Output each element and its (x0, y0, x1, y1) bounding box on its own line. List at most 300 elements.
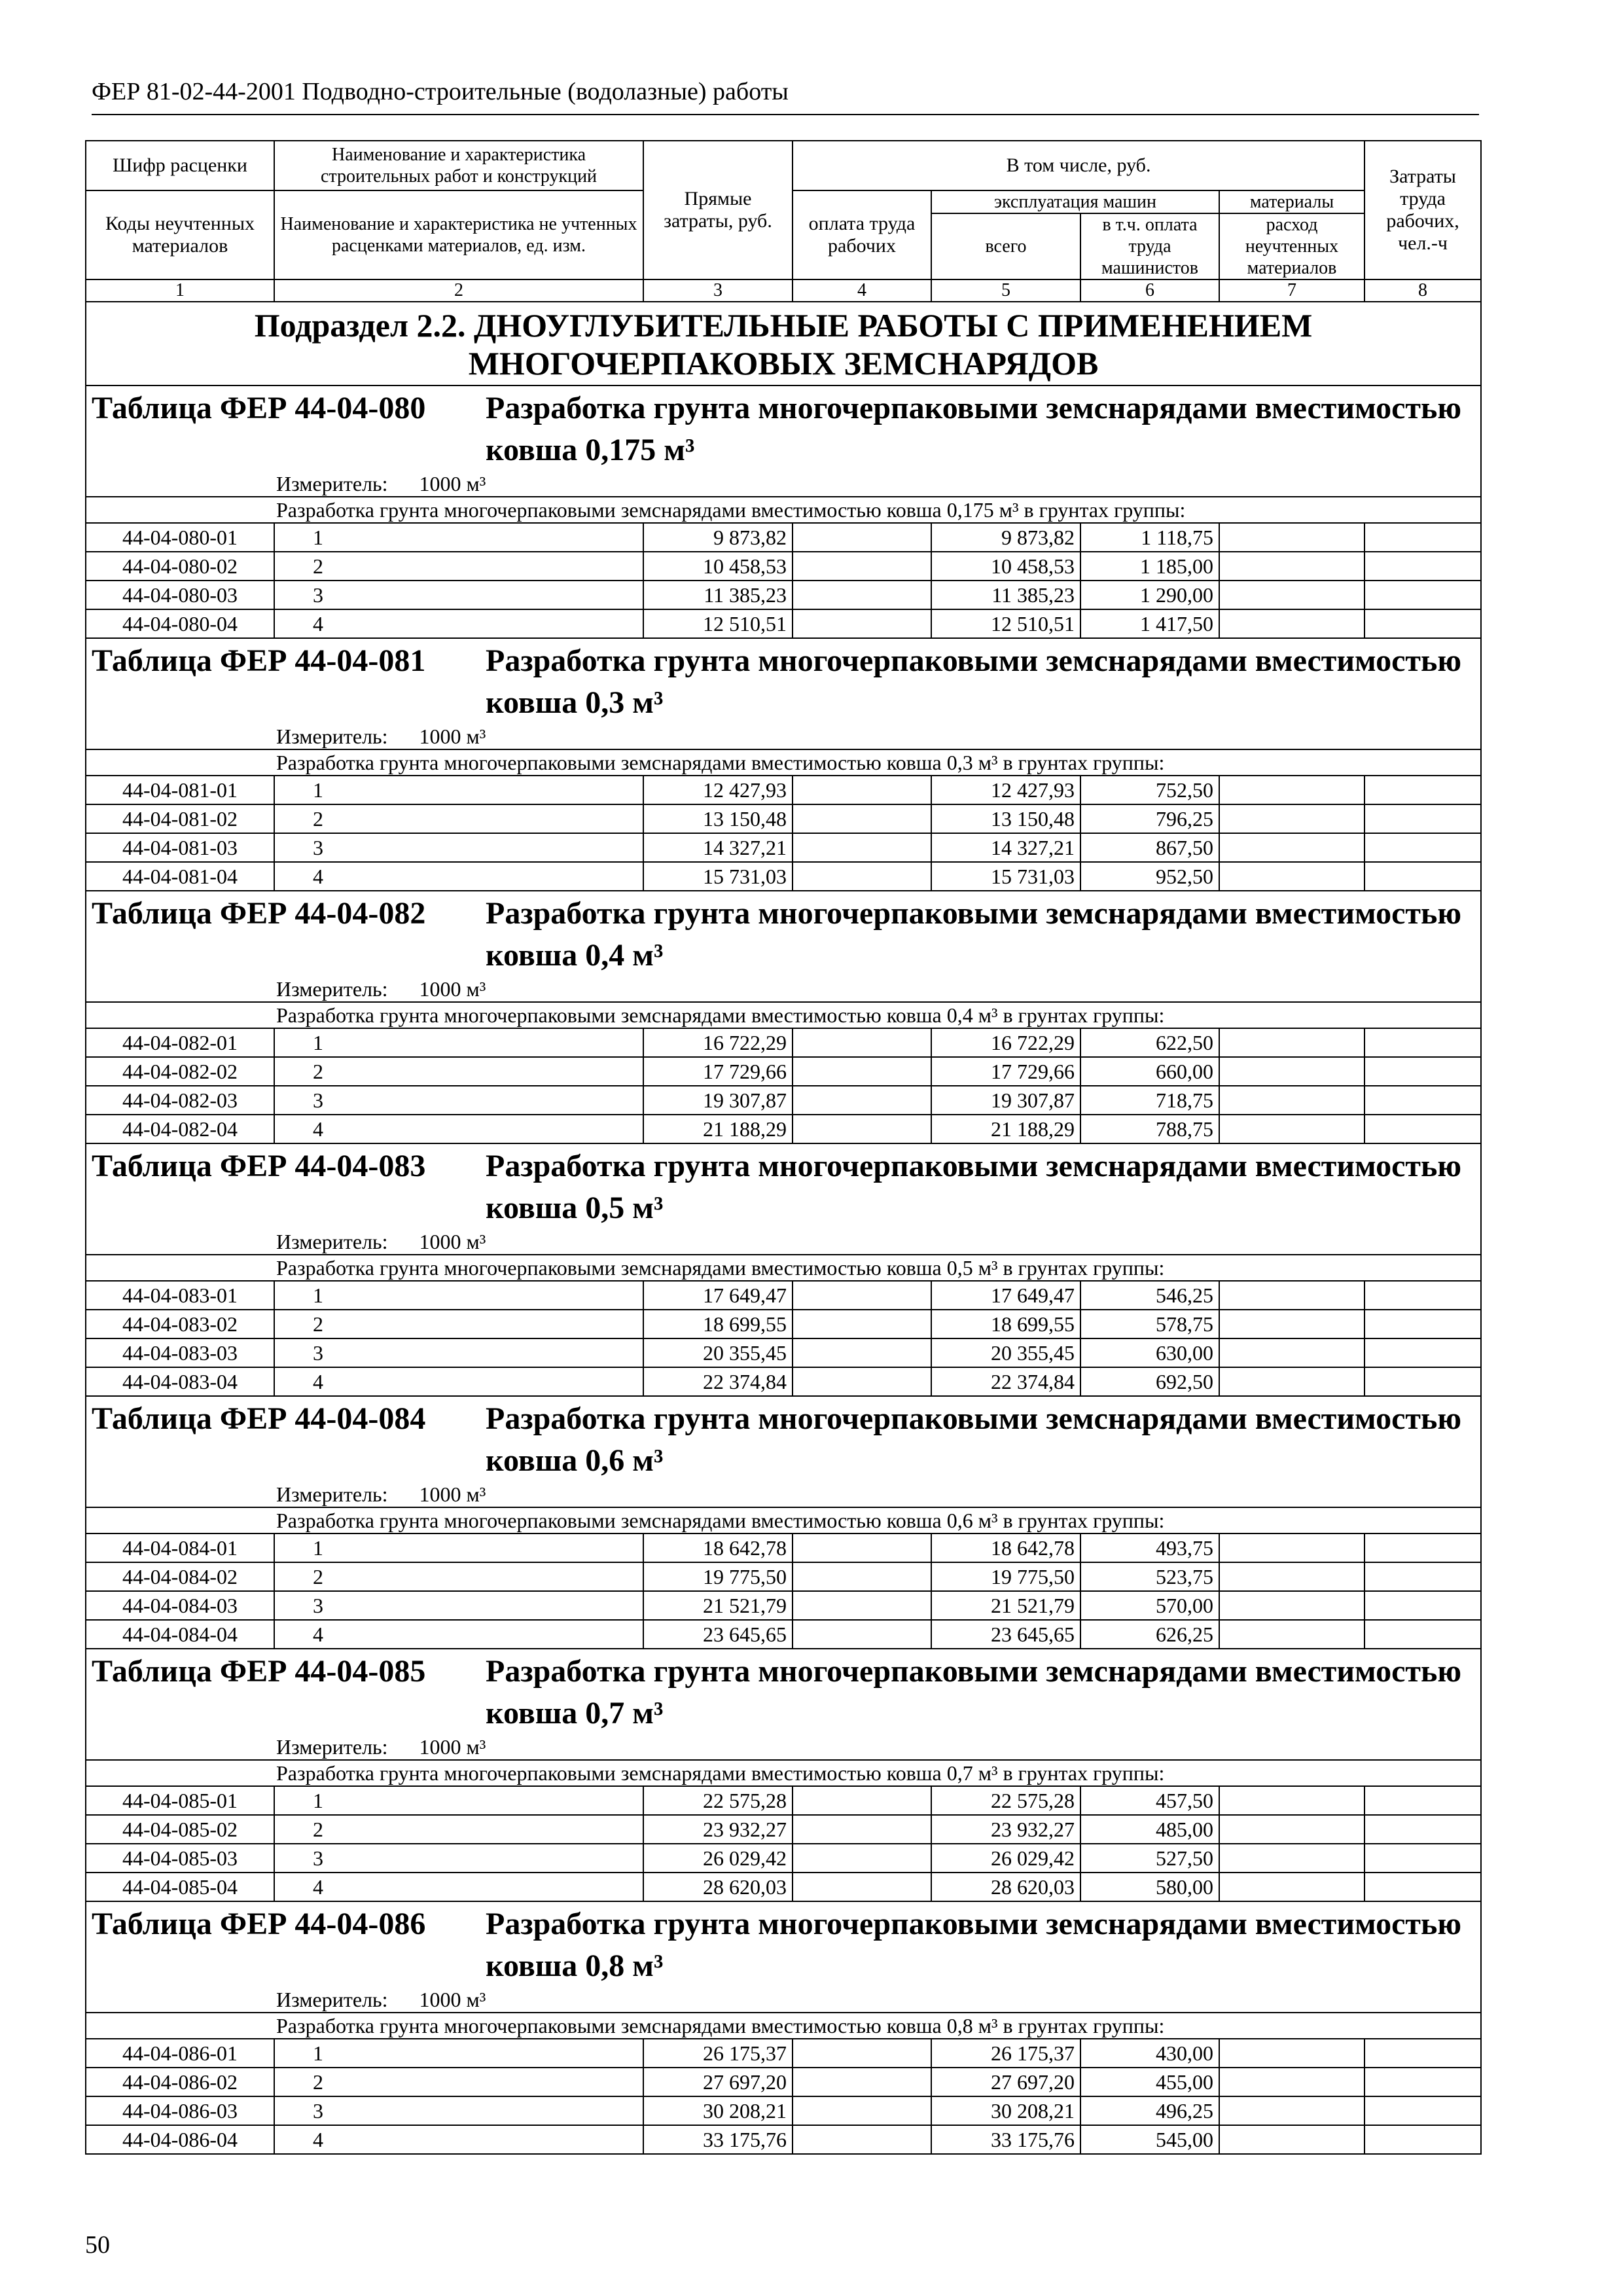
table-name: Разработка грунта многочерпаковыми земснарядами вместимостью ковша 0,7 м³ (486, 1654, 1462, 1731)
description-row (86, 1760, 1481, 1786)
labor-costs (1364, 776, 1481, 804)
table-title-row (86, 1396, 1481, 1482)
workers-pay (793, 2096, 931, 2125)
workers-pay (793, 1534, 931, 1562)
table-row (86, 2039, 1481, 2068)
table-title-row (86, 638, 1481, 724)
labor-costs (1364, 833, 1481, 862)
table-code: Таблица ФЕР 44-04-083 (92, 1149, 426, 1183)
material-consumption (1219, 1115, 1364, 1143)
direct-costs: 23 932,27 (643, 1815, 793, 1844)
table-name: Разработка грунта многочерпаковыми земснарядами вместимостью ковша 0,6 м³ (486, 1401, 1462, 1478)
header-direct-costs: Прямые затраты, руб. (643, 141, 793, 279)
table-row (86, 833, 1481, 862)
measure-cell (86, 977, 1481, 1002)
direct-costs: 15 731,03 (643, 862, 793, 891)
soil-group: 2 (274, 552, 643, 581)
work-description: Разработка грунта многочерпаковыми земснарядами вместимостью ковша 0,5 м³ в грунтах группы: (86, 1255, 1481, 1281)
rate-code: 44-04-084-01 (86, 1534, 274, 1562)
table-name: Разработка грунта многочерпаковыми земснарядами вместимостью ковша 0,175 м³ (486, 391, 1462, 467)
labor-costs (1364, 1310, 1481, 1338)
workers-pay (793, 1591, 931, 1620)
table-title (92, 1903, 1475, 1987)
measure-value: 1000 м³ (419, 1482, 486, 1506)
direct-costs: 16 722,29 (643, 1028, 793, 1057)
column-number: 3 (643, 279, 793, 302)
workers-pay (793, 862, 931, 891)
labor-costs (1364, 804, 1481, 833)
workers-pay (793, 1338, 931, 1367)
work-description: Разработка грунта многочерпаковыми земснарядами вместимостью ковша 0,7 м³ в грунтах группы: (86, 1760, 1481, 1786)
measure-row (86, 1229, 1481, 1255)
direct-costs: 22 374,84 (643, 1367, 793, 1396)
column-number: 8 (1364, 279, 1481, 302)
soil-group: 4 (274, 2125, 643, 2154)
soil-group: 3 (274, 1591, 643, 1620)
table-row (86, 552, 1481, 581)
table-row (86, 862, 1481, 891)
labor-costs (1364, 1873, 1481, 1901)
table-title-cell (86, 1396, 1481, 1482)
table-code: Таблица ФЕР 44-04-084 (92, 1401, 426, 1436)
labor-costs (1364, 1620, 1481, 1649)
rate-code: 44-04-083-02 (86, 1310, 274, 1338)
machines-total: 14 327,21 (931, 833, 1080, 862)
machinists-pay: 580,00 (1080, 1873, 1219, 1901)
table-title-cell (86, 1901, 1481, 1987)
direct-costs: 13 150,48 (643, 804, 793, 833)
machines-total: 27 697,20 (931, 2068, 1080, 2096)
machinists-pay: 660,00 (1080, 1057, 1219, 1086)
machines-total: 12 510,51 (931, 609, 1080, 638)
material-consumption (1219, 2068, 1364, 2096)
column-numbers-row (86, 279, 1481, 302)
rate-code: 44-04-084-03 (86, 1591, 274, 1620)
material-consumption (1219, 1367, 1364, 1396)
soil-group: 2 (274, 1310, 643, 1338)
table-title (92, 1145, 1475, 1229)
machines-total: 15 731,03 (931, 862, 1080, 891)
labor-costs (1364, 1028, 1481, 1057)
header-material-consumption: расход неучтенных материалов (1219, 213, 1364, 279)
machines-total: 22 575,28 (931, 1786, 1080, 1815)
labor-costs (1364, 1786, 1481, 1815)
rate-code: 44-04-085-01 (86, 1786, 274, 1815)
soil-group: 3 (274, 581, 643, 609)
material-consumption (1219, 1310, 1364, 1338)
machines-total: 23 645,65 (931, 1620, 1080, 1649)
machinists-pay: 630,00 (1080, 1338, 1219, 1367)
material-consumption (1219, 1281, 1364, 1310)
material-consumption (1219, 804, 1364, 833)
table-code: Таблица ФЕР 44-04-082 (92, 896, 426, 931)
measure-value: 1000 м³ (419, 977, 486, 1001)
measure-row (86, 1482, 1481, 1507)
labor-costs (1364, 1367, 1481, 1396)
workers-pay (793, 1310, 931, 1338)
labor-costs (1364, 609, 1481, 638)
direct-costs: 27 697,20 (643, 2068, 793, 2096)
table-title-cell (86, 1649, 1481, 1734)
direct-costs: 17 729,66 (643, 1057, 793, 1086)
table-row (86, 776, 1481, 804)
material-consumption (1219, 2039, 1364, 2068)
soil-group: 4 (274, 862, 643, 891)
machines-total: 23 932,27 (931, 1815, 1080, 1844)
soil-group: 2 (274, 1562, 643, 1591)
measure-cell (86, 1987, 1481, 2013)
measure-label: Измеритель: (276, 1988, 388, 2011)
table-row (86, 1115, 1481, 1143)
table-title-cell (86, 891, 1481, 977)
rate-code: 44-04-086-01 (86, 2039, 274, 2068)
soil-group: 1 (274, 523, 643, 552)
labor-costs (1364, 1086, 1481, 1115)
direct-costs: 9 873,82 (643, 523, 793, 552)
measure-row (86, 471, 1481, 497)
machinists-pay: 626,25 (1080, 1620, 1219, 1649)
soil-group: 1 (274, 2039, 643, 2068)
machinists-pay: 527,50 (1080, 1844, 1219, 1873)
table-title (92, 1398, 1475, 1482)
table-title-row (86, 386, 1481, 471)
machinists-pay: 457,50 (1080, 1786, 1219, 1815)
rate-code: 44-04-080-03 (86, 581, 274, 609)
workers-pay (793, 1562, 931, 1591)
machinists-pay: 485,00 (1080, 1815, 1219, 1844)
machines-total: 20 355,45 (931, 1338, 1080, 1367)
direct-costs: 17 649,47 (643, 1281, 793, 1310)
column-number: 6 (1080, 279, 1219, 302)
header-work-name: Наименование и характеристика строительных работ и конструкций (274, 141, 643, 190)
material-consumption (1219, 2125, 1364, 2154)
measure-value: 1000 м³ (419, 472, 486, 495)
rate-code: 44-04-086-04 (86, 2125, 274, 2154)
direct-costs: 12 427,93 (643, 776, 793, 804)
machines-total: 11 385,23 (931, 581, 1080, 609)
labor-costs (1364, 1815, 1481, 1844)
rate-code: 44-04-081-02 (86, 804, 274, 833)
table-title-row (86, 1901, 1481, 1987)
description-row (86, 1002, 1481, 1028)
material-consumption (1219, 2096, 1364, 2125)
machinists-pay: 952,50 (1080, 862, 1219, 891)
table-title-row (86, 1649, 1481, 1734)
material-consumption (1219, 1057, 1364, 1086)
table-header (86, 141, 1481, 302)
soil-group: 2 (274, 2068, 643, 2096)
machines-total: 18 642,78 (931, 1534, 1080, 1562)
machines-total: 17 729,66 (931, 1057, 1080, 1086)
rate-code: 44-04-082-03 (86, 1086, 274, 1115)
rate-code: 44-04-080-04 (86, 609, 274, 638)
table-row (86, 1028, 1481, 1057)
workers-pay (793, 804, 931, 833)
direct-costs: 26 029,42 (643, 1844, 793, 1873)
soil-group: 3 (274, 2096, 643, 2125)
material-consumption (1219, 1620, 1364, 1649)
table-row (86, 1786, 1481, 1815)
machines-total: 13 150,48 (931, 804, 1080, 833)
table-row (86, 1844, 1481, 1873)
column-number: 7 (1219, 279, 1364, 302)
machines-total: 19 775,50 (931, 1562, 1080, 1591)
direct-costs: 10 458,53 (643, 552, 793, 581)
workers-pay (793, 2039, 931, 2068)
machines-total: 26 029,42 (931, 1844, 1080, 1873)
measure-value: 1000 м³ (419, 1988, 486, 2011)
measure-row (86, 1734, 1481, 1760)
table-row (86, 1562, 1481, 1591)
machinists-pay: 867,50 (1080, 833, 1219, 862)
rate-code: 44-04-082-02 (86, 1057, 274, 1086)
table-title-row (86, 1143, 1481, 1229)
workers-pay (793, 1028, 931, 1057)
material-consumption (1219, 552, 1364, 581)
material-consumption (1219, 1086, 1364, 1115)
workers-pay (793, 1844, 931, 1873)
machines-total: 10 458,53 (931, 552, 1080, 581)
table-title (92, 893, 1475, 977)
soil-group: 4 (274, 609, 643, 638)
direct-costs: 33 175,76 (643, 2125, 793, 2154)
workers-pay (793, 776, 931, 804)
material-consumption (1219, 1786, 1364, 1815)
machines-total: 26 175,37 (931, 2039, 1080, 2068)
machinists-pay: 692,50 (1080, 1367, 1219, 1396)
rate-code: 44-04-081-04 (86, 862, 274, 891)
material-consumption (1219, 1591, 1364, 1620)
rate-code: 44-04-082-01 (86, 1028, 274, 1057)
table-code: Таблица ФЕР 44-04-081 (92, 643, 426, 678)
soil-group: 4 (274, 1115, 643, 1143)
machinists-pay: 493,75 (1080, 1534, 1219, 1562)
work-description: Разработка грунта многочерпаковыми земснарядами вместимостью ковша 0,4 м³ в грунтах группы: (86, 1002, 1481, 1028)
labor-costs (1364, 1844, 1481, 1873)
table-row (86, 1057, 1481, 1086)
workers-pay (793, 1873, 931, 1901)
work-description: Разработка грунта многочерпаковыми земснарядами вместимостью ковша 0,3 м³ в грунтах группы: (86, 749, 1481, 776)
soil-group: 1 (274, 776, 643, 804)
workers-pay (793, 1815, 931, 1844)
measure-cell (86, 1482, 1481, 1507)
table-row (86, 2125, 1481, 2154)
workers-pay (793, 552, 931, 581)
workers-pay (793, 1367, 931, 1396)
labor-costs (1364, 1057, 1481, 1086)
table-row (86, 1338, 1481, 1367)
rate-code: 44-04-083-04 (86, 1367, 274, 1396)
machines-total: 21 188,29 (931, 1115, 1080, 1143)
material-consumption (1219, 523, 1364, 552)
header-labor-costs: Затраты труда рабочих, чел.-ч (1364, 141, 1481, 279)
table-row (86, 2068, 1481, 2096)
header-machines-total: всего (931, 213, 1080, 279)
rate-code: 44-04-085-03 (86, 1844, 274, 1873)
labor-costs (1364, 2096, 1481, 2125)
description-row (86, 1255, 1481, 1281)
running-head: ФЕР 81-02-44-2001 Подводно-строительные (водолазные) работы (92, 77, 1479, 115)
page-number: 50 (85, 2231, 110, 2259)
table-row (86, 581, 1481, 609)
direct-costs: 12 510,51 (643, 609, 793, 638)
soil-group: 2 (274, 1815, 643, 1844)
work-description: Разработка грунта многочерпаковыми земснарядами вместимостью ковша 0,8 м³ в грунтах группы: (86, 2013, 1481, 2039)
table-row (86, 1591, 1481, 1620)
machinists-pay: 1 417,50 (1080, 609, 1219, 638)
header-material-names: Наименование и характеристика не учтенных расценками материалов, ед. изм. (274, 190, 643, 279)
measure-label: Измеритель: (276, 1735, 388, 1759)
measure-label: Измеритель: (276, 472, 388, 495)
table-row (86, 1815, 1481, 1844)
rate-code: 44-04-080-01 (86, 523, 274, 552)
direct-costs: 20 355,45 (643, 1338, 793, 1367)
material-consumption (1219, 609, 1364, 638)
rate-code: 44-04-083-03 (86, 1338, 274, 1367)
header-materials: материалы (1219, 190, 1364, 213)
soil-group: 1 (274, 1786, 643, 1815)
table-title-cell (86, 1143, 1481, 1229)
table-row (86, 609, 1481, 638)
header-workers-pay: оплата труда рабочих (793, 190, 931, 279)
measure-row (86, 1987, 1481, 2013)
header-cipher: Шифр расценки (86, 141, 274, 190)
table-row (86, 1873, 1481, 1901)
header-including: В том числе, руб. (793, 141, 1364, 190)
soil-group: 1 (274, 1028, 643, 1057)
workers-pay (793, 1620, 931, 1649)
workers-pay (793, 1786, 931, 1815)
material-consumption (1219, 1844, 1364, 1873)
table-row (86, 1310, 1481, 1338)
column-number: 4 (793, 279, 931, 302)
soil-group: 3 (274, 1338, 643, 1367)
table-title-cell (86, 386, 1481, 471)
machines-total: 28 620,03 (931, 1873, 1080, 1901)
workers-pay (793, 1086, 931, 1115)
table-name: Разработка грунта многочерпаковыми земснарядами вместимостью ковша 0,5 м³ (486, 1149, 1462, 1225)
machinists-pay: 1 185,00 (1080, 552, 1219, 581)
measure-cell (86, 1229, 1481, 1255)
workers-pay (793, 1281, 931, 1310)
measure-cell (86, 724, 1481, 749)
machines-total: 30 208,21 (931, 2096, 1080, 2125)
soil-group: 4 (274, 1620, 643, 1649)
table-name: Разработка грунта многочерпаковыми земснарядами вместимостью ковша 0,3 м³ (486, 643, 1462, 720)
subsection-row (86, 302, 1481, 386)
table-name: Разработка грунта многочерпаковыми земснарядами вместимостью ковша 0,4 м³ (486, 896, 1462, 973)
header-material-codes: Коды неучтенных материалов (86, 190, 274, 279)
direct-costs: 30 208,21 (643, 2096, 793, 2125)
rates-table (85, 140, 1482, 2155)
labor-costs (1364, 2039, 1481, 2068)
rate-code: 44-04-085-04 (86, 1873, 274, 1901)
column-number: 2 (274, 279, 643, 302)
material-consumption (1219, 1873, 1364, 1901)
measure-value: 1000 м³ (419, 1735, 486, 1759)
workers-pay (793, 609, 931, 638)
rate-code: 44-04-081-03 (86, 833, 274, 862)
table-code: Таблица ФЕР 44-04-085 (92, 1654, 426, 1689)
labor-costs (1364, 1338, 1481, 1367)
material-consumption (1219, 1534, 1364, 1562)
machinists-pay: 430,00 (1080, 2039, 1219, 2068)
description-row (86, 2013, 1481, 2039)
machinists-pay: 545,00 (1080, 2125, 1219, 2154)
soil-group: 4 (274, 1367, 643, 1396)
measure-label: Измеритель: (276, 1230, 388, 1253)
material-consumption (1219, 1028, 1364, 1057)
material-consumption (1219, 1338, 1364, 1367)
soil-group: 2 (274, 804, 643, 833)
rate-code: 44-04-082-04 (86, 1115, 274, 1143)
labor-costs (1364, 581, 1481, 609)
machines-total: 12 427,93 (931, 776, 1080, 804)
table-row (86, 523, 1481, 552)
work-description: Разработка грунта многочерпаковыми земснарядами вместимостью ковша 0,175 м³ в грунтах группы: (86, 497, 1481, 523)
labor-costs (1364, 552, 1481, 581)
machinists-pay: 622,50 (1080, 1028, 1219, 1057)
table-row (86, 1534, 1481, 1562)
material-consumption (1219, 862, 1364, 891)
rate-code: 44-04-084-02 (86, 1562, 274, 1591)
machinists-pay: 1 118,75 (1080, 523, 1219, 552)
measure-row (86, 724, 1481, 749)
table-row (86, 804, 1481, 833)
rate-code: 44-04-084-04 (86, 1620, 274, 1649)
machinists-pay: 523,75 (1080, 1562, 1219, 1591)
workers-pay (793, 1057, 931, 1086)
machinists-pay: 1 290,00 (1080, 581, 1219, 609)
labor-costs (1364, 1562, 1481, 1591)
soil-group: 3 (274, 1844, 643, 1873)
table-row (86, 1281, 1481, 1310)
rate-code: 44-04-081-01 (86, 776, 274, 804)
rate-code: 44-04-080-02 (86, 552, 274, 581)
measure-label: Измеритель: (276, 725, 388, 748)
table-code: Таблица ФЕР 44-04-080 (92, 391, 426, 425)
machines-total: 16 722,29 (931, 1028, 1080, 1057)
table-title-cell (86, 638, 1481, 724)
labor-costs (1364, 862, 1481, 891)
direct-costs: 22 575,28 (643, 1786, 793, 1815)
labor-costs (1364, 1115, 1481, 1143)
table-title (92, 1651, 1475, 1734)
measure-value: 1000 м³ (419, 725, 486, 748)
direct-costs: 28 620,03 (643, 1873, 793, 1901)
table-row (86, 1620, 1481, 1649)
measure-label: Измеритель: (276, 977, 388, 1001)
direct-costs: 18 699,55 (643, 1310, 793, 1338)
soil-group: 4 (274, 1873, 643, 1901)
machinists-pay: 570,00 (1080, 1591, 1219, 1620)
subsection-title: Подраздел 2.2. ДНОУГЛУБИТЕЛЬНЫЕ РАБОТЫ С ПРИМЕНЕНИЕМ МНОГОЧЕРПАКОВЫХ ЗЕМСНАРЯДОВ (86, 302, 1481, 386)
machinists-pay: 455,00 (1080, 2068, 1219, 2096)
machinists-pay: 546,25 (1080, 1281, 1219, 1310)
machines-total: 22 374,84 (931, 1367, 1080, 1396)
machines-total: 19 307,87 (931, 1086, 1080, 1115)
header-machinists-pay: в т.ч. оплата труда машинистов (1080, 213, 1219, 279)
table-row (86, 1086, 1481, 1115)
table-title (92, 387, 1475, 471)
description-row (86, 749, 1481, 776)
soil-group: 3 (274, 833, 643, 862)
header-machine-operation: эксплуатация машин (931, 190, 1219, 213)
machinists-pay: 796,25 (1080, 804, 1219, 833)
table-name: Разработка грунта многочерпаковыми земснарядами вместимостью ковша 0,8 м³ (486, 1907, 1462, 1983)
measure-row (86, 977, 1481, 1002)
measure-cell (86, 1734, 1481, 1760)
